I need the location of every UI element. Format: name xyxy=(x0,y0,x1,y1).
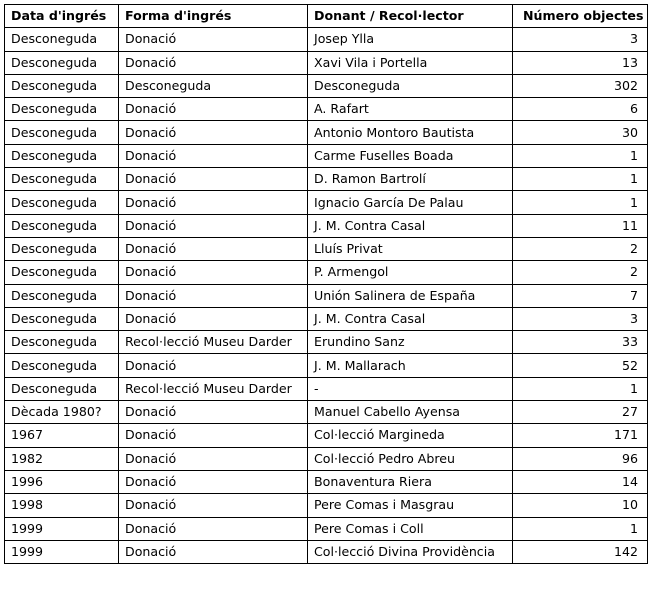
cell-entry-date: Dècada 1980? xyxy=(5,401,119,424)
cell-donor: P. Armengol xyxy=(308,261,513,284)
cell-object-count: 27 xyxy=(513,401,648,424)
cell-donor: Col·lecció Divina Providència xyxy=(308,540,513,563)
cell-entry-type: Donació xyxy=(119,168,308,191)
cell-donor: Pere Comas i Coll xyxy=(308,517,513,540)
table-row xyxy=(5,168,648,191)
cell-donor: Carme Fuselles Boada xyxy=(308,144,513,167)
cell-donor: Lluís Privat xyxy=(308,237,513,260)
cell-object-count: 11 xyxy=(513,214,648,237)
cell-entry-type: Donació xyxy=(119,494,308,517)
cell-object-count: 3 xyxy=(513,307,648,330)
table-row xyxy=(5,447,648,470)
cell-entry-date: Desconeguda xyxy=(5,191,119,214)
cell-entry-date: 1998 xyxy=(5,494,119,517)
cell-object-count: 96 xyxy=(513,447,648,470)
table-row xyxy=(5,74,648,97)
table-row xyxy=(5,307,648,330)
table-row xyxy=(5,494,648,517)
cell-object-count: 10 xyxy=(513,494,648,517)
cell-entry-date: Desconeguda xyxy=(5,28,119,51)
cell-entry-type: Donació xyxy=(119,28,308,51)
cell-object-count: 3 xyxy=(513,28,648,51)
table-row xyxy=(5,401,648,424)
table-row xyxy=(5,191,648,214)
cell-entry-type: Donació xyxy=(119,470,308,493)
cell-entry-date: Desconeguda xyxy=(5,144,119,167)
table-row xyxy=(5,517,648,540)
cell-donor: Xavi Vila i Portella xyxy=(308,51,513,74)
cell-entry-type: Donació xyxy=(119,447,308,470)
cell-entry-type: Donació xyxy=(119,401,308,424)
table-row xyxy=(5,51,648,74)
cell-donor: Antonio Montoro Bautista xyxy=(308,121,513,144)
cell-object-count: 1 xyxy=(513,191,648,214)
cell-entry-date: 1999 xyxy=(5,540,119,563)
cell-entry-type: Donació xyxy=(119,517,308,540)
cell-entry-type: Donació xyxy=(119,261,308,284)
cell-entry-date: 1982 xyxy=(5,447,119,470)
cell-entry-type: Donació xyxy=(119,121,308,144)
cell-entry-type: Donació xyxy=(119,540,308,563)
cell-entry-type: Donació xyxy=(119,354,308,377)
table-row xyxy=(5,284,648,307)
cell-donor: J. M. Mallarach xyxy=(308,354,513,377)
cell-entry-type: Donació xyxy=(119,237,308,260)
table-row xyxy=(5,98,648,121)
cell-donor: J. M. Contra Casal xyxy=(308,307,513,330)
cell-object-count: 171 xyxy=(513,424,648,447)
table-row xyxy=(5,214,648,237)
cell-donor: - xyxy=(308,377,513,400)
table-row xyxy=(5,424,648,447)
donations-table xyxy=(4,4,648,564)
cell-entry-date: Desconeguda xyxy=(5,284,119,307)
cell-entry-date: Desconeguda xyxy=(5,51,119,74)
cell-object-count: 7 xyxy=(513,284,648,307)
header-entry-date: Data d'ingrés xyxy=(5,5,119,28)
cell-object-count: 14 xyxy=(513,470,648,493)
cell-donor: Ignacio García De Palau xyxy=(308,191,513,214)
cell-donor: Desconeguda xyxy=(308,74,513,97)
cell-entry-type: Donació xyxy=(119,424,308,447)
table-row xyxy=(5,354,648,377)
table-row xyxy=(5,144,648,167)
cell-donor: Col·lecció Pedro Abreu xyxy=(308,447,513,470)
table-body xyxy=(5,28,648,564)
table-row xyxy=(5,331,648,354)
cell-object-count: 1 xyxy=(513,144,648,167)
cell-object-count: 302 xyxy=(513,74,648,97)
cell-entry-type: Donació xyxy=(119,307,308,330)
cell-entry-date: Desconeguda xyxy=(5,331,119,354)
cell-donor: Bonaventura Riera xyxy=(308,470,513,493)
cell-entry-type: Desconeguda xyxy=(119,74,308,97)
cell-donor: Erundino Sanz xyxy=(308,331,513,354)
cell-entry-date: 1996 xyxy=(5,470,119,493)
cell-object-count: 142 xyxy=(513,540,648,563)
cell-donor: A. Rafart xyxy=(308,98,513,121)
cell-entry-type: Recol·lecció Museu Darder xyxy=(119,377,308,400)
cell-entry-type: Donació xyxy=(119,51,308,74)
cell-entry-type: Donació xyxy=(119,284,308,307)
cell-entry-date: Desconeguda xyxy=(5,214,119,237)
cell-entry-date: Desconeguda xyxy=(5,354,119,377)
cell-object-count: 30 xyxy=(513,121,648,144)
cell-object-count: 1 xyxy=(513,377,648,400)
cell-entry-date: Desconeguda xyxy=(5,307,119,330)
table-header xyxy=(5,5,648,28)
cell-entry-date: 1999 xyxy=(5,517,119,540)
cell-object-count: 33 xyxy=(513,331,648,354)
cell-donor: D. Ramon Bartrolí xyxy=(308,168,513,191)
cell-entry-date: Desconeguda xyxy=(5,377,119,400)
cell-entry-date: Desconeguda xyxy=(5,261,119,284)
cell-donor: Col·lecció Margineda xyxy=(308,424,513,447)
table-row xyxy=(5,28,648,51)
cell-entry-date: Desconeguda xyxy=(5,74,119,97)
cell-entry-type: Donació xyxy=(119,144,308,167)
header-object-count: Número objectes xyxy=(513,5,648,28)
cell-entry-date: Desconeguda xyxy=(5,237,119,260)
cell-donor: Josep Ylla xyxy=(308,28,513,51)
cell-object-count: 1 xyxy=(513,168,648,191)
table-row xyxy=(5,261,648,284)
cell-object-count: 1 xyxy=(513,517,648,540)
table-row xyxy=(5,470,648,493)
header-row xyxy=(5,5,648,28)
cell-donor: J. M. Contra Casal xyxy=(308,214,513,237)
cell-donor: Manuel Cabello Ayensa xyxy=(308,401,513,424)
header-entry-type: Forma d'ingrés xyxy=(119,5,308,28)
table-row xyxy=(5,377,648,400)
cell-object-count: 6 xyxy=(513,98,648,121)
table-row xyxy=(5,237,648,260)
cell-object-count: 2 xyxy=(513,261,648,284)
cell-object-count: 52 xyxy=(513,354,648,377)
cell-entry-type: Donació xyxy=(119,98,308,121)
cell-entry-date: Desconeguda xyxy=(5,168,119,191)
cell-donor: Pere Comas i Masgrau xyxy=(308,494,513,517)
cell-entry-type: Donació xyxy=(119,191,308,214)
cell-entry-date: Desconeguda xyxy=(5,121,119,144)
cell-donor: Unión Salinera de España xyxy=(308,284,513,307)
cell-object-count: 13 xyxy=(513,51,648,74)
cell-object-count: 2 xyxy=(513,237,648,260)
table-row xyxy=(5,121,648,144)
header-donor: Donant / Recol·lector xyxy=(308,5,513,28)
cell-entry-type: Donació xyxy=(119,214,308,237)
cell-entry-date: 1967 xyxy=(5,424,119,447)
cell-entry-date: Desconeguda xyxy=(5,98,119,121)
table-row xyxy=(5,540,648,563)
cell-entry-type: Recol·lecció Museu Darder xyxy=(119,331,308,354)
